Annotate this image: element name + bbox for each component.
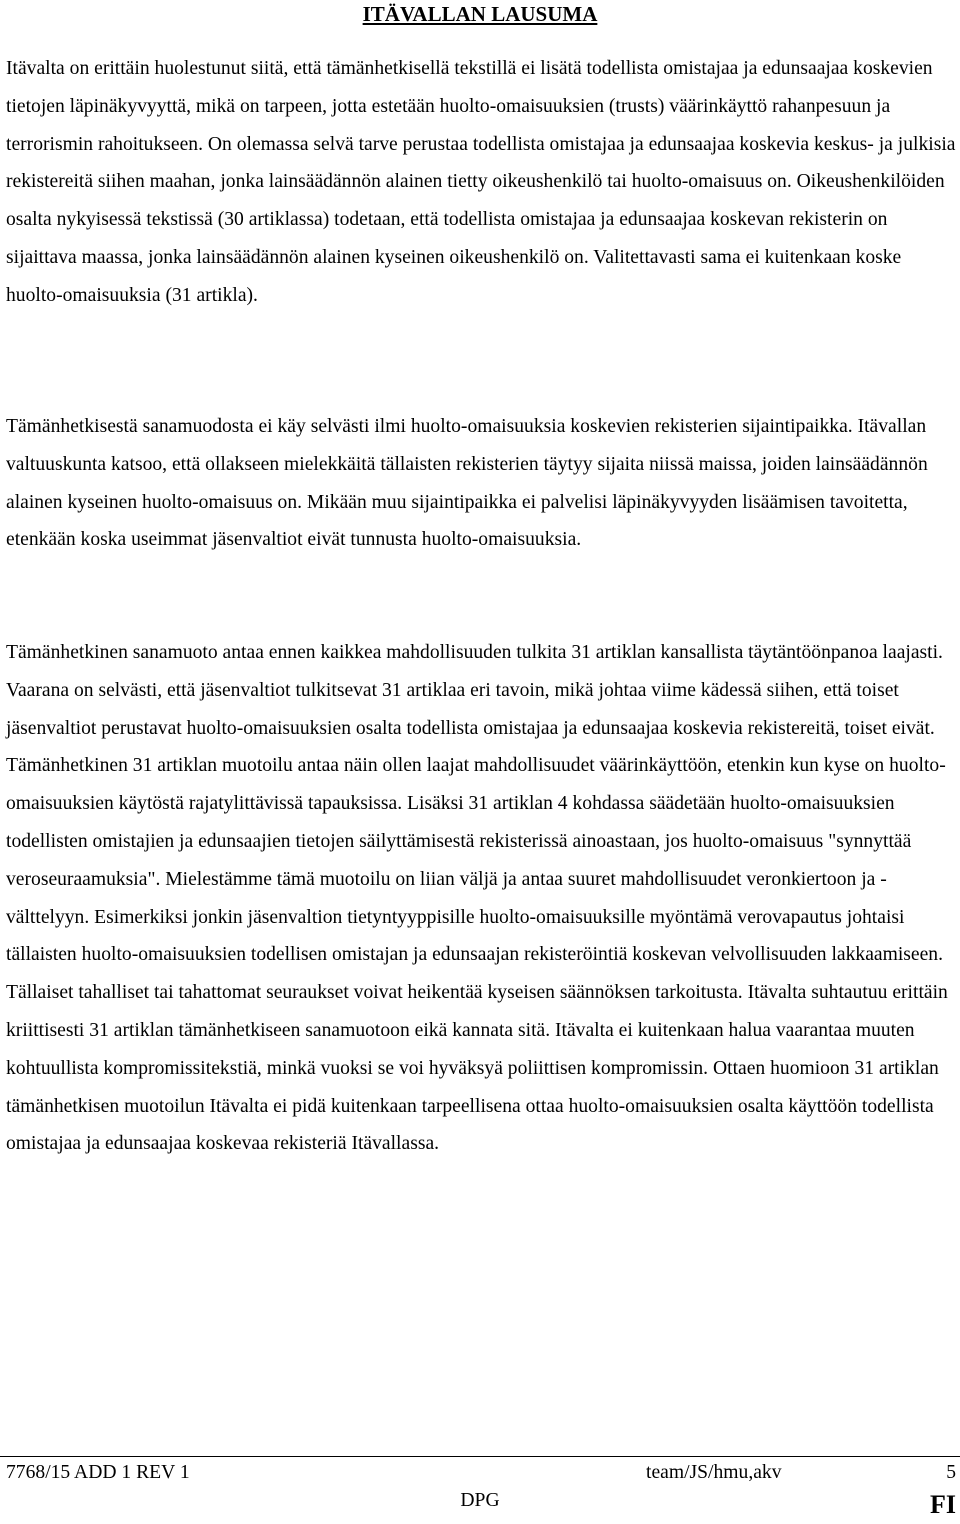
paragraph-1: Itävalta on erittäin huolestunut siitä, että tämänhetkisellä tekstillä ei lisätä todellista omistajaa ja edunsaajaa koskevien tietojen läpinäkyvyyttä, mikä on tarpeen, jotta estetään huolto-omaisuuksien (trusts) väärinkäyttö rahanpesuun ja terrorismin rahoitukseen. On olemassa selvä tarve perustaa todellista omistajaa ja edunsaajaa koskevia keskus- ja julkisia rekistereitä siihen maahan, jonka lainsäädännön alainen tietty oikeushenkilö tai huolto-omaisuus on. Oikeushenkilöiden osalta nykyisessä tekstissä (30 artiklassa) todetaan, että todellista omistajaa ja edunsaajaa koskevan rekisterin on sijaittava maassa, jonka lainsäädännön alainen kyseinen oikeushenkilö on. Valitettavasti sama ei kuitenkaan koske huolto-omaisuuksia (31 artikla). bbox=[6, 58, 956, 306]
document-reference: 7768/15 ADD 1 REV 1 bbox=[6, 1462, 190, 1483]
department-code: DPG bbox=[460, 1490, 500, 1511]
paragraph-3: Tämänhetkinen sanamuoto antaa ennen kaikkea mahdollisuuden tulkita 31 artiklan kansallista täytäntöönpanoa laajasti. Vaarana on selvästi, että jäsenvaltiot tulkitsevat 31 artiklaa eri tavoin, mikä johtaa viime kädessä siihen, että toiset jäsenvaltiot perustavat huolto-omaisuuksien osalta todellista omistajaa ja edunsaajaa koskevia rekistereitä, toiset eivät. Tämänhetkinen 31 artiklan muotoilu antaa näin ollen laajat mahdollisuudet väärinkäyttöön, etenkin kun kyse on huolto-omaisuuksien käytöstä rajatylittävissä tapauksissa. Lisäksi 31 artiklan 4 kohdassa säädetään huolto-omaisuuksien todellisten omistajien ja edunsaajien tietojen säilyttämisestä rekisterissä ainoastaan, jos huolto-omaisuus "synnyttää veroseuraamuksia". Mielestämme tämä muotoilu on liian väljä ja antaa suuret mahdollisuudet veronkiertoon ja -välttelyyn. Esimerkiksi jonkin jäsenvaltion tietyntyyppisille huolto-omaisuuksille myöntämä verovapautus johtaisi tällaisten huolto-omaisuuksien todellisen omistajan ja edunsaajan rekisteröintiä koskevan velvollisuuden lakkaamiseen. Tällaiset tahalliset tai tahattomat seuraukset voivat heikentää kyseisen säännöksen tarkoitusta. Itävalta suhtautuu erittäin kriittisesti 31 artiklan tämänhetkiseen sanamuotoon eikä kannata sitä. Itävalta ei kuitenkaan halua vaarantaa muuten kohtuullista kompromissitekstiä, minkä vuoksi se voi hyväksyä poliittisen kompromissin. Ottaen huomioon 31 artiklan tämänhetkisen muotoilun Itävalta ei pidä kuitenkaan tarpeellisena ottaa huolto-omaisuuksien osalta käyttöön todellista omistajaa ja edunsaajaa koskevaa rekisteriä Itävallassa. bbox=[6, 642, 948, 1155]
paragraph-2: Tämänhetkisestä sanamuodosta ei käy selvästi ilmi huolto-omaisuuksia koskevien rekisterien sijaintipaikka. Itävallan valtuuskunta katsoo, että ollakseen mielekkäitä tällaisten rekisterien täytyy sijaita niissä maissa, joiden lainsäädännön alainen kyseinen huolto-omaisuus on. Mikään muu sijaintipaikka ei palvelisi läpinäkyvyyden lisäämisen tavoitetta, etenkään koska useimmat jäsenvaltiot eivät tunnusta huolto-omaisuuksia. bbox=[6, 416, 928, 551]
document-title: ITÄVALLAN LAUSUMA bbox=[362, 2, 598, 26]
language-code: FI bbox=[930, 1490, 956, 1519]
footer-divider bbox=[0, 1456, 960, 1457]
page-footer bbox=[0, 1448, 960, 1524]
page-number: 5 bbox=[946, 1462, 956, 1483]
author-initials: team/JS/hmu,akv bbox=[646, 1462, 782, 1483]
